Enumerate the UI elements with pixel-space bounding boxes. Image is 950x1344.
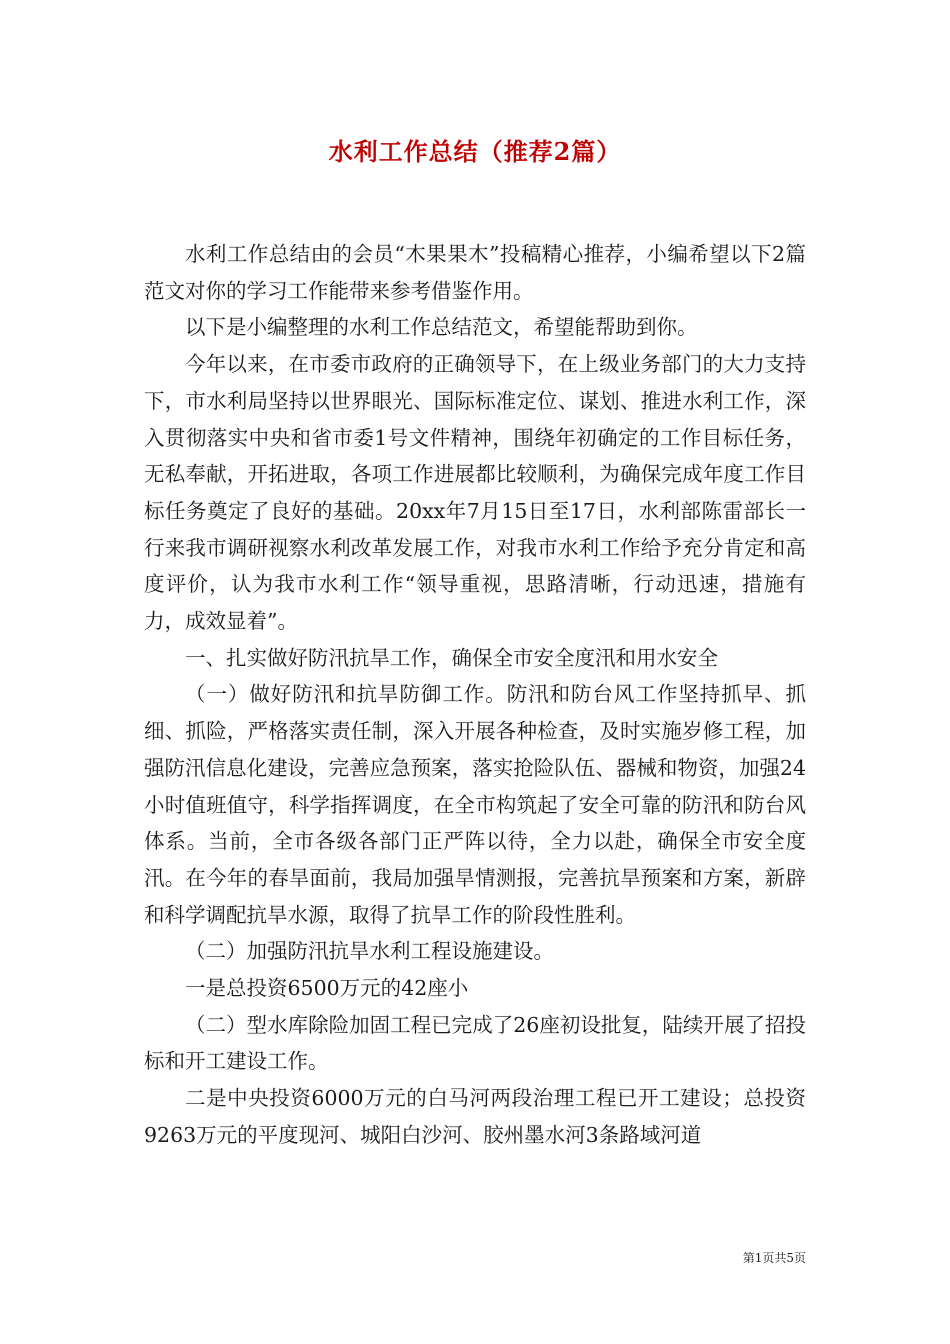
page-number: 第1页共5页	[742, 1251, 806, 1265]
paragraph: （二）型水库除险加固工程已完成了26座初设批复，陆续开展了招投标和开工建设工作。	[144, 1012, 806, 1074]
paragraph: 一是总投资6500万元的42座小	[185, 976, 469, 1001]
paragraph: （一）做好防汛和抗旱防御工作。防汛和防台风工作坚持抓早、抓细、抓险，严格落实责任制，深入开展各种检查，及时实施岁修工程，加强防汛信息化建设，完善应急预案，落实抢险队伍、器械和物资，加强24小时值班值守，科学指挥调度，在全市构筑起了安全可靠的防汛和防台风体系。当前，全市各级各部门正严阵以待，全力以赴，确保全市安全度汛。在今年的春旱面前，我局加强旱情测报，完善抗旱预案和方案，新辟和科学调配抗旱水源，取得了抗旱工作的阶段性胜利。	[144, 682, 806, 927]
paragraph: （二）加强防汛抗旱水利工程设施建设。	[185, 939, 554, 964]
document-title: 水利工作总结（推荐2篇）	[328, 137, 622, 166]
paragraph: 水利工作总结由的会员“木果果木”投稿精心推荐，小编希望以下2篇范文对你的学习工作能带来参考借鉴作用。	[144, 242, 806, 303]
paragraph: 今年以来，在市委市政府的正确领导下，在上级业务部门的大力支持下，市水利局坚持以世界眼光、国际标准定位、谋划、推进水利工作，深入贯彻落实中央和省市委1号文件精神，围绕年初确定的工作目标任务，无私奉献，开拓进取，各项工作进展都比较顺利，为确保完成年度工作目标任务奠定了良好的基础。20xx年7月15日至17日，水利部陈雷部长一行来我市调研视察水利改革发展工作，对我市水利工作给予充分肯定和高度评价，认为我市水利工作“领导重视，思路清晰，行动迅速，措施有力，成效显着”。	[144, 352, 806, 634]
document-body	[144, 236, 806, 1154]
section-heading: 一、扎实做好防汛抗旱工作，确保全市安全度汛和用水安全	[185, 645, 718, 670]
paragraph: 以下是小编整理的水利工作总结范文，希望能帮助到你。	[185, 315, 698, 340]
paragraph: 二是中央投资6000万元的白马河两段治理工程已开工建设；总投资9263万元的平度现河、城阳白沙河、胶州墨水河3条路域河道	[144, 1086, 806, 1147]
